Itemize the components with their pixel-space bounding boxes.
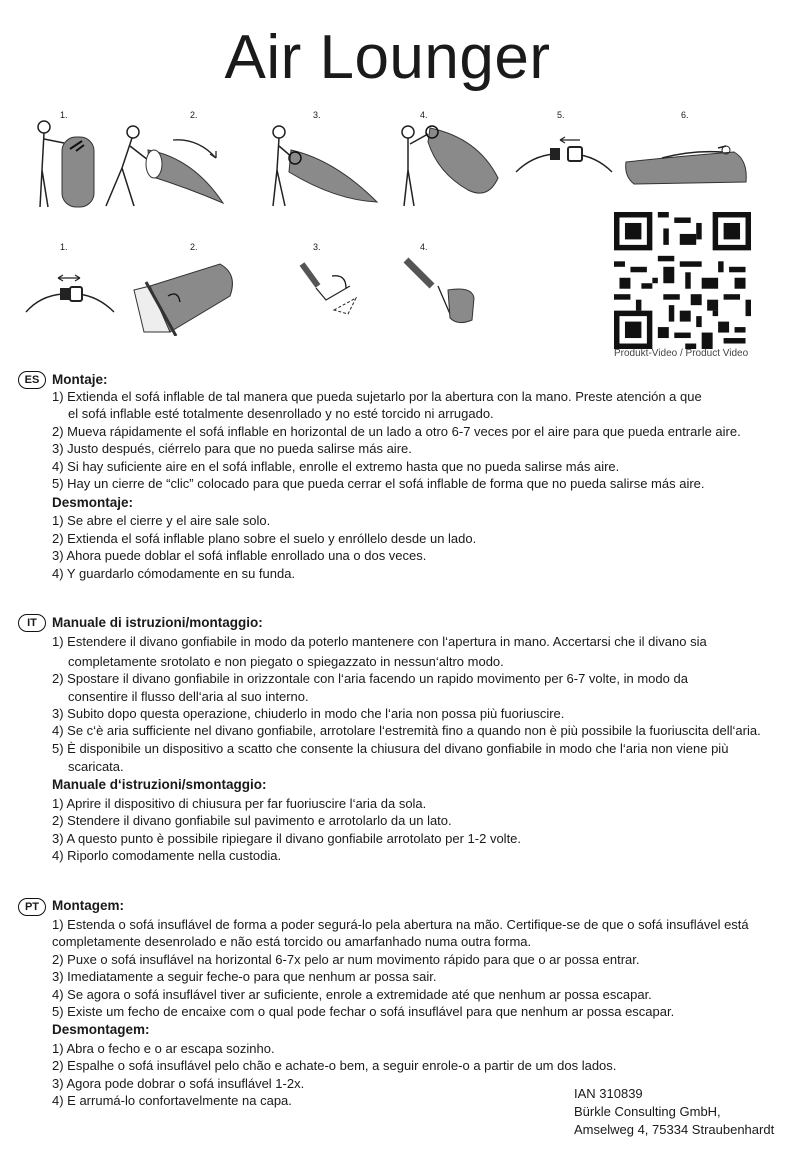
pt-step: 1) Abra o fecho e o ar escapa sozinho. (52, 1041, 275, 1056)
company-street: Amselweg 4, 75334 Straubenhardt (574, 1122, 775, 1137)
it-step: 3) Subito dopo questa operazione, chiuderlo in modo che l‘aria non possa più fuoriuscire. (52, 706, 565, 721)
step-number: 1. (60, 242, 68, 252)
illustration-step-4-roll (398, 118, 500, 210)
qr-code-image (614, 212, 751, 349)
step-number: 5. (557, 110, 565, 120)
company-name: Bürkle Consulting GmbH, (574, 1104, 721, 1119)
step-number: 1. (60, 110, 68, 120)
illustration-step-6-lounge (622, 140, 752, 190)
qr-caption: Produkt-Video / Product Video (614, 348, 749, 359)
language-badge-pt: PT (18, 898, 46, 916)
step-number: 2. (190, 242, 198, 252)
it-step: 1) Estendere il divano gonfiabile in modo da poterlo mantenere con l‘apertura in mano. Accertarsi che il divano sia (52, 634, 707, 649)
it-step: 2) Stendere il divano gonfiabile sul pavimento e arrotolarlo da un lato. (52, 813, 452, 828)
language-badge-es: ES (18, 371, 46, 389)
pt-step: completamente desenrolado e não está torcido ou amarfanhado numa outra forma. (52, 934, 532, 949)
es-step: 3) Ahora puede doblar el sofá inflable enrollado una o dos veces. (52, 548, 427, 563)
illustration-unclip (22, 270, 117, 320)
it-step: 4) Riporlo comodamente nella custodia. (52, 848, 282, 863)
it-step: 5) È disponibile un dispositivo a scatto che consente la chiusura del divano gonfiabile in modo che l‘aria non viene più (52, 741, 729, 756)
illustration-store-bag (402, 256, 477, 326)
it-step: consentire il flusso dell‘aria al suo interno. (68, 689, 309, 704)
es-step: 2) Extienda el sofá inflable plano sobre el suelo y enróllelo desde un lado. (52, 531, 477, 546)
es-step: el sofá inflable esté totalmente desenrollado y no esté torcido ni arrugado. (68, 406, 494, 421)
illustration-roll-flat (130, 256, 240, 336)
pt-heading-assembly: Montagem: (52, 898, 124, 913)
page-title: Air Lounger (224, 23, 551, 92)
it-heading-assembly: Manuale di istruzioni/montaggio: (52, 615, 263, 630)
pt-step: 5) Existe um fecho de encaixe com o qual pode fechar o sofá insuflável para que nenhum ar possa escapar. (52, 1004, 675, 1019)
pt-step: 4) E arrumá-lo confortavelmente na capa. (52, 1093, 292, 1108)
it-step: completamente srotolato e non piegato o spiegazzato in nessun‘altro modo. (68, 654, 504, 669)
pt-step: 2) Espalhe o sofá insuflável pelo chão e achate-o bem, a seguir enrole-o a partir de um dos lados. (52, 1058, 617, 1073)
it-step: 4) Se c‘è aria sufficiente nel divano gonfiabile, arrotolare l‘estremità fino a quando non è più possibile la fuoriuscita dell‘aria. (52, 723, 761, 738)
it-step: 2) Spostare il divano gonfiabile in orizzontale con l‘aria facendo un rapido movimento per 6-7 volte, in modo da (52, 671, 688, 686)
step-number: 3. (313, 110, 321, 120)
pt-step: 3) Imediatamente a seguir feche-o para que nenhum ar possa sair. (52, 969, 437, 984)
illustration-fold (296, 258, 361, 318)
es-step: 3) Justo después, ciérrelo para que no pueda salirse más aire. (52, 441, 412, 456)
it-step: scaricata. (68, 759, 124, 774)
es-heading-assembly: Montaje: (52, 372, 108, 387)
es-step: 1) Extienda el sofá inflable de tal manera que pueda sujetarlo por la abertura con la mano. Preste atención a que (52, 389, 702, 404)
pt-step: 3) Agora pode dobrar o sofá insuflável 1-2x. (52, 1076, 305, 1091)
pt-heading-disassembly: Desmontagem: (52, 1022, 150, 1037)
pt-step: 1) Estenda o sofá insuflável de forma a poder segurá-lo pela abertura na mão. Certifique-se de que o sofá insuflável está (52, 917, 749, 932)
es-step: 2) Mueva rápidamente el sofá inflable en horizontal de un lado a otro 6-7 veces por el aire para que pueda entrarle aire. (52, 424, 741, 439)
es-step: 4) Y guardarlo cómodamente en su funda. (52, 566, 296, 581)
step-number: 3. (313, 242, 321, 252)
manufacturer-address (574, 1085, 774, 1139)
es-step: 5) Hay un cierre de “clic” colocado para que pueda cerrar el sofá inflable de forma que no pueda salirse más aire. (52, 476, 705, 491)
illustration-step-5-buckle (512, 132, 617, 182)
illustration-step-2-swing (98, 118, 228, 213)
it-heading-disassembly: Manuale d‘istruzioni/smontaggio: (52, 777, 267, 792)
pt-step: 2) Puxe o sofá insuflável na horizontal 6-7x pelo ar num movimento rápido para que o ar possa entrar. (52, 952, 640, 967)
step-number: 2. (190, 110, 198, 120)
it-step: 1) Aprire il dispositivo di chiusura per far fuoriuscire l‘aria da sola. (52, 796, 427, 811)
it-step: 3) A questo punto è possibile ripiegare il divano gonfiabile arrotolato per 1-2 volte. (52, 831, 522, 846)
step-number: 4. (420, 242, 428, 252)
step-number: 4. (420, 110, 428, 120)
es-heading-disassembly: Desmontaje: (52, 495, 134, 510)
language-badge-it: IT (18, 614, 46, 632)
es-step: 1) Se abre el cierre y el aire sale solo. (52, 513, 271, 528)
ian-number: IAN 310839 (574, 1086, 643, 1101)
step-number: 6. (681, 110, 689, 120)
illustration-step-3-close (265, 120, 380, 210)
es-step: 4) Si hay suficiente aire en el sofá inflable, enrolle el extremo hasta que no pueda salirse más aire. (52, 459, 620, 474)
pt-step: 4) Se agora o sofá insuflável tiver ar suficiente, enrole a extremidade até que nenhum ar possa escapar. (52, 987, 652, 1002)
